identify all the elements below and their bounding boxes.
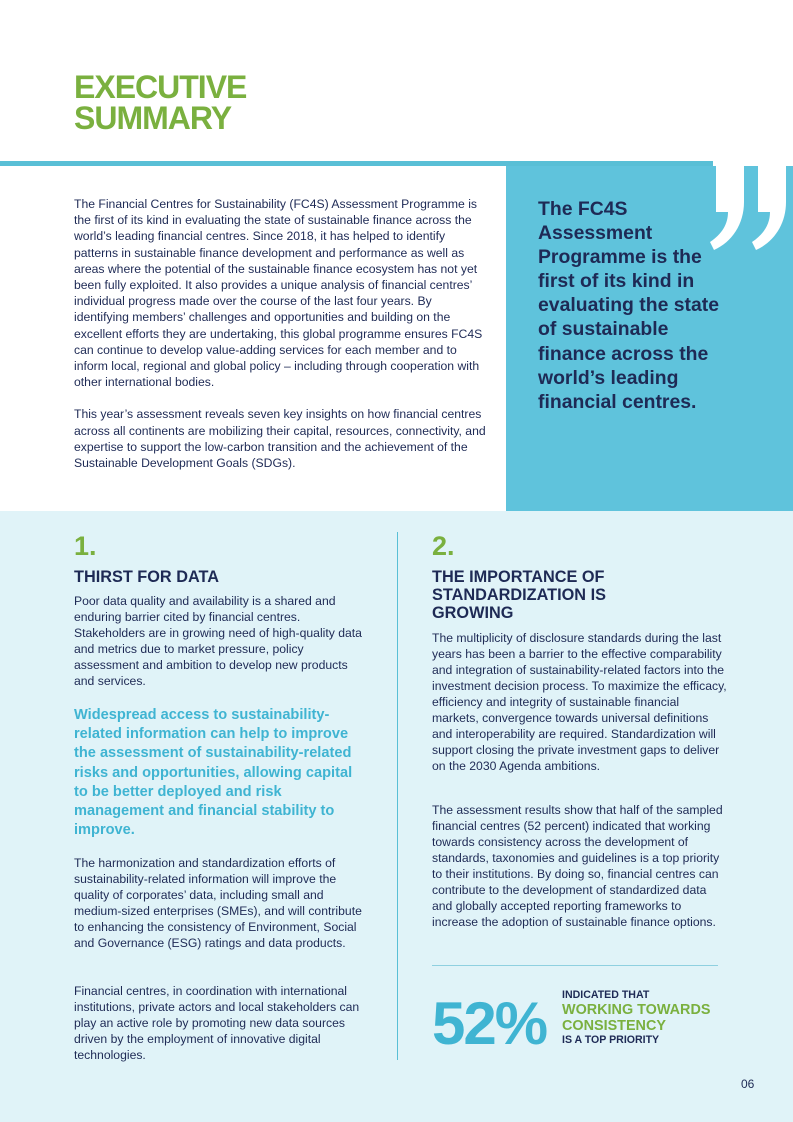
stat-label-top: INDICATED THAT	[562, 989, 650, 1001]
insight-2-heading: THE IMPORTANCE OF STANDARDIZATION IS GROWING	[432, 568, 606, 622]
insight-2-paragraph-1: The multiplicity of disclosure standards during the last years has been a barrier to the effective comparability and integration of sustainability-related factors into the investment decision process. To maximize the efficacy, efficiency and integrity of sustainable financial markets, convergence towards universal definitions and interoperability are required. Standardization will support closing the private investment gaps to deliver on the 2030 Agenda ambitions.	[432, 631, 727, 773]
column-divider	[397, 532, 398, 1060]
intro-section	[74, 196, 486, 471]
stat-value: 52%	[432, 990, 547, 1057]
insight-1-paragraph-2: The harmonization and standardization efforts of sustainability-related information will improve the quality of corporates’ data, including small and medium-sized enterprises (SMEs), and will contribute to enhancing the consistency of Environment, Social and Governance (ESG) ratings and data products.	[74, 856, 362, 950]
stat-label-highlight-1: WORKING TOWARDS	[562, 1002, 711, 1018]
page-number: 06	[741, 1077, 755, 1091]
insight-1-heading: THIRST FOR DATA	[74, 568, 220, 586]
page-title	[74, 69, 247, 136]
insight-1-paragraph-3: Financial centres, in coordination with international institutions, private actors and local stakeholders can play an active role by promoting new data sources driven by the employment of innovative digital technologies.	[74, 984, 360, 1062]
insight-1-paragraph-1: Poor data quality and availability is a shared and enduring barrier cited by financial centres. Stakeholders are in growing need of high-quality data and metrics due to market pressure, policy assessment and ambition to develop new products and services.	[74, 594, 362, 688]
stat-divider	[432, 965, 718, 966]
insight-2-number: 2.	[432, 531, 455, 561]
stat-label	[562, 989, 742, 1047]
page-title-line-1: EXECUTIVE	[74, 69, 247, 105]
pull-quote: The FC4S Assessment Programme is the first of its kind in evaluating the state of sustainable finance across the world’s leading financial centres.	[538, 198, 720, 413]
intro-paragraph-1: The Financial Centres for Sustainability (FC4S) Assessment Programme is the first of its kind in evaluating the state of sustainable finance across the world’s leading financial centres. Since 2018, it has helped to identify patterns in sustainable finance development and performance as well as areas where the potential of the sustainable finance ecosystem has not yet been fully exploited. It also provides a unique analysis of financial centres’ individual progress made over the course of the last four years. By identifying members’ challenges and opportunities and building on the excellent efforts they are undertaking, this global programme ensures FC4S can continue to develop value-adding services for each member and to inform local, regional and global policy – including through cooperation with other international bodies.	[74, 197, 483, 390]
page-title-line-2: SUMMARY	[74, 100, 232, 136]
intro-paragraph-2: This year’s assessment reveals seven key insights on how financial centres across all continents are mobilizing their capital, resources, connectivity, and expertise to support the low-carbon transition and the achievement of the Sustainable Development Goals (SDGs).	[74, 407, 486, 471]
stat-label-bottom: IS A TOP PRIORITY	[562, 1034, 660, 1046]
insight-1-highlight: Widespread access to sustainability-related information can help to improve the assessment of sustainability-related risks and opportunities, allowing capital to be better deployed and risk management and financial stability to improve.	[74, 707, 353, 839]
stat-label-highlight-2: CONSISTENCY	[562, 1018, 666, 1034]
insight-2-paragraph-2: The assessment results show that half of the sampled financial centres (52 percent) indicated that working towards consistency across the development of standards, taxonomies and guidelines is a top priority to their institutions. By doing so, financial centres can contribute to the development of standardized data and globally accepted reporting frameworks to increase the adoption of sustainable finance options.	[432, 803, 723, 929]
insight-1-number: 1.	[74, 531, 97, 561]
